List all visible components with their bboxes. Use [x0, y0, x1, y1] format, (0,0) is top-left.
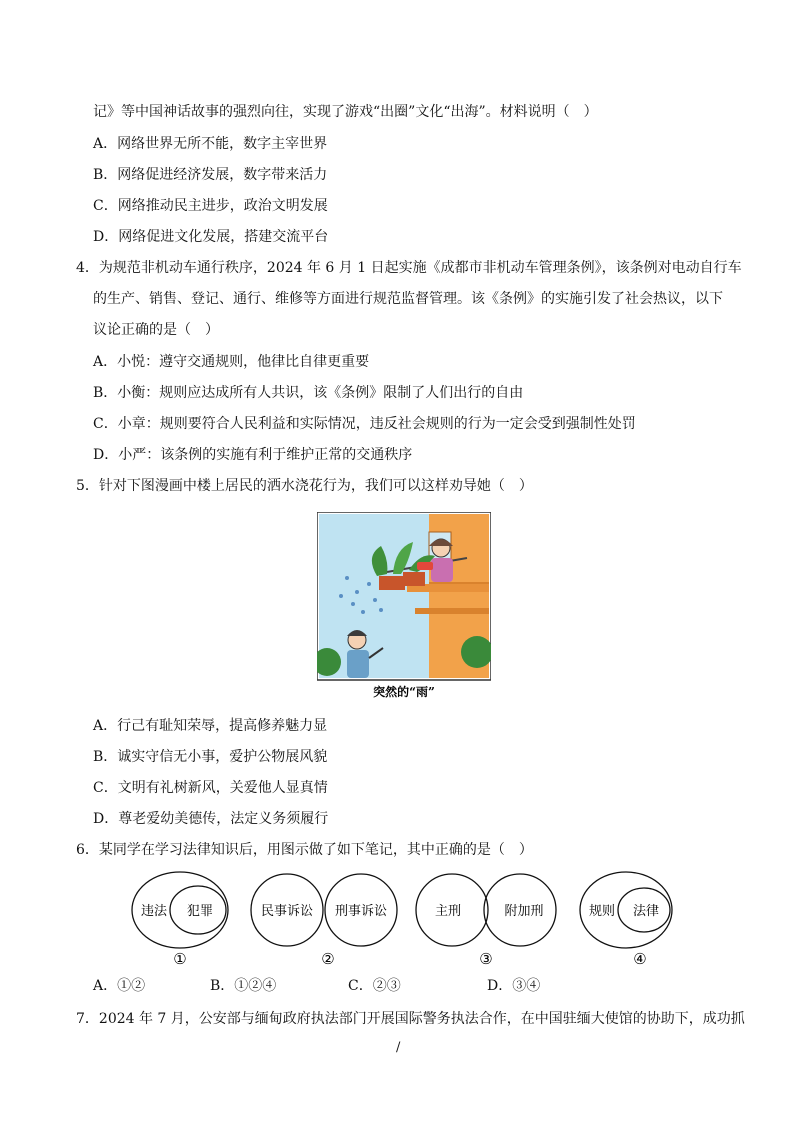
- venn-diagram-3: [416, 874, 556, 968]
- venn-diagram-2: [251, 874, 397, 968]
- venn-1-mark: ①: [173, 950, 187, 968]
- q3-option-a: A．网络世界无所不能，数字主宰世界: [93, 136, 328, 152]
- q6-option-c: C．②③: [348, 978, 401, 994]
- q3-option-b: B．网络促进经济发展，数字带来活力: [93, 167, 328, 183]
- venn-4-mark: ④: [633, 950, 647, 968]
- venn-3-right-label: 附加刑: [504, 904, 544, 919]
- q6-stem: 6．某同学在学习法律知识后，用图示做了如下笔记，其中正确的是（ ）: [76, 842, 533, 858]
- q6-option-d: D．③④: [487, 978, 541, 994]
- venn-2-left-label: 民事诉讼: [260, 904, 314, 919]
- cartoon-sudden-rain: [317, 512, 491, 702]
- venn-2-mark: ②: [321, 950, 335, 968]
- q4-option-a: A．小悦：遵守交通规则，他律比自律更重要: [93, 354, 370, 370]
- cartoon-illustration: [317, 512, 491, 702]
- q6-option-b: B．①②④: [210, 978, 277, 994]
- page-number: /: [396, 1040, 401, 1055]
- q5-option-d: D．尊老爱幼美德传，法定义务须履行: [93, 811, 329, 827]
- q5-option-b: B．诚实守信无小事，爱护公物展风貌: [93, 749, 328, 765]
- venn-diagram-4: [580, 872, 672, 968]
- q6-venn-diagrams: [130, 868, 690, 976]
- q5-option-c: C．文明有礼树新风，关爱他人显真情: [93, 780, 328, 796]
- q3-option-c: C．网络推动民主进步，政治文明发展: [93, 198, 328, 214]
- q5-option-a: A．行己有耻知荣辱，提高修养魅力显: [93, 718, 328, 734]
- cartoon-caption: 突然的“雨”: [373, 685, 435, 699]
- venn-1-outer-label: 违法: [140, 904, 168, 919]
- venn-2-right-label: 刑事诉讼: [334, 904, 388, 919]
- q4-option-d: D．小严：该条例的实施有利于维护正常的交通秩序: [93, 447, 413, 463]
- q4-option-c: C．小章：规则要符合人民利益和实际情况，违反社会规则的行为一定会受到强制性处罚: [93, 416, 636, 432]
- q4-stem-line-2: 的生产、销售、登记、通行、维修等方面进行规范监督管理。该《条例》的实施引发了社会热议，以下: [93, 291, 723, 307]
- venn-diagram-1: [132, 872, 228, 968]
- q4-stem-line-3: 议论正确的是（ ）: [93, 322, 219, 338]
- venn-3-left-label: 主刑: [434, 904, 462, 919]
- q5-stem: 5．针对下图漫画中楼上居民的洒水浇花行为，我们可以这样劝导她（ ）: [76, 478, 533, 494]
- q4-stem-line-1: 4．为规范非机动车通行秩序，2024 年 6 月 1 日起实施《成都市非机动车管理条例》，该条例对电动自行车: [76, 260, 742, 276]
- venn-1-inner-label: 犯罪: [186, 904, 214, 919]
- venn-3-mark: ③: [479, 950, 493, 968]
- venn-4-inner-label: 法律: [632, 904, 660, 919]
- q7-stem: 7．2024 年 7 月，公安部与缅甸政府执法部门开展国际警务执法合作，在中国驻缅大使馆的协助下，成功抓: [76, 1011, 745, 1027]
- venn-4-outer-label: 规则: [588, 904, 616, 919]
- q6-option-a: A．①②: [93, 978, 146, 994]
- q3-option-d: D．网络促进文化发展，搭建交流平台: [93, 229, 329, 245]
- q4-option-b: B．小衡：规则应达成所有人共识，该《条例》限制了人们出行的自由: [93, 385, 524, 401]
- q3-stem-tail: 记》等中国神话故事的强烈向往，实现了游戏“出圈”文化“出海”。材料说明（ ）: [93, 104, 598, 120]
